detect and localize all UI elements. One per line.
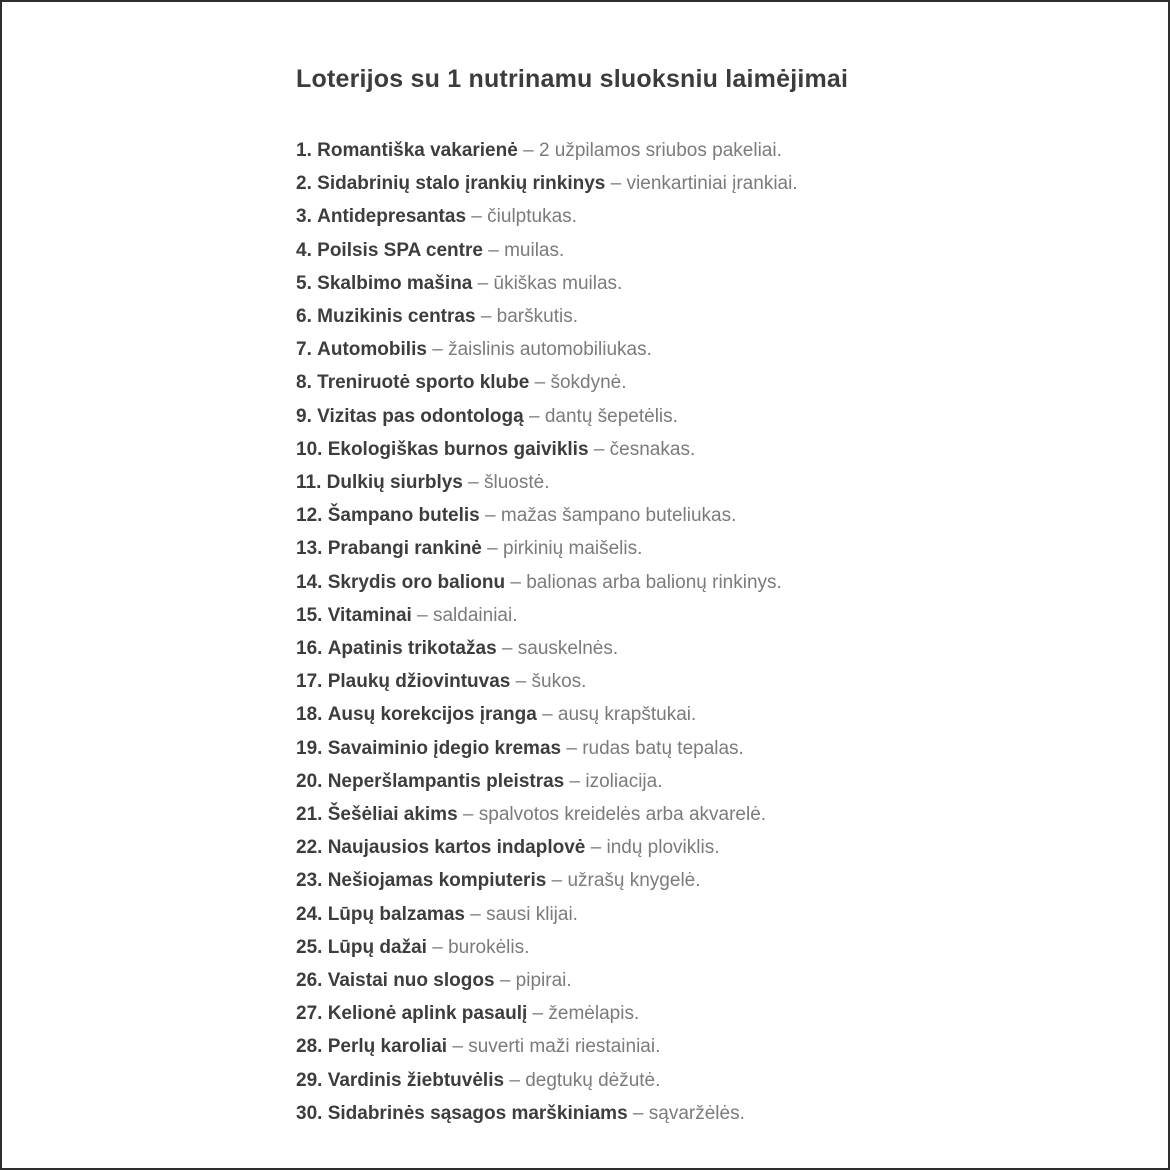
item-name: Treniruotė sporto klube [317, 372, 530, 394]
item-separator: – [534, 372, 546, 394]
item-description: 2 užpilamos sriubos pakeliai. [538, 140, 782, 161]
item-separator: – [593, 438, 605, 460]
item-number: 28. [296, 1036, 323, 1058]
page-title: Loterijos su 1 nutrinamu sluoksniu laimėjimai [296, 65, 849, 93]
item-number: 23. [296, 870, 323, 892]
item-number: 10. [296, 438, 323, 460]
item-description: barškutis. [496, 306, 578, 328]
item-name: Perlų karoliai [327, 1036, 448, 1058]
list-item [296, 1030, 1128, 1063]
item-name: Antidepresantas [317, 206, 467, 228]
item-number: 26. [296, 970, 323, 992]
list-item [296, 267, 1128, 300]
item-description: rudas batų tepalas. [582, 737, 744, 759]
item-number: 22. [296, 837, 323, 859]
item-separator: – [551, 870, 563, 892]
item-name: Savaiminio įdegio kremas [327, 737, 562, 759]
item-separator: – [515, 671, 527, 693]
item-description: mažas šampano buteliukas. [500, 505, 737, 527]
item-separator: – [509, 1069, 520, 1091]
list-item [296, 997, 1128, 1030]
item-name: Apatinis trikotažas [327, 638, 497, 660]
item-number: 29. [296, 1069, 323, 1091]
list-item [296, 599, 1128, 632]
item-description: muilas. [504, 239, 565, 261]
item-number: 21. [296, 804, 323, 826]
item-description: indų ploviklis. [606, 837, 720, 859]
item-number: 15. [296, 604, 323, 626]
item-name: Vizitas pas odontologą [317, 405, 524, 427]
list-item [296, 400, 1128, 433]
item-separator: – [528, 405, 540, 427]
item-name: Neperšlampantis pleistras [327, 770, 565, 792]
item-separator: – [462, 804, 474, 826]
list-item [296, 167, 1128, 200]
list-item [296, 632, 1128, 665]
list-item [296, 698, 1128, 731]
item-number: 24. [296, 903, 323, 925]
list-item [296, 200, 1128, 233]
list-item [296, 366, 1128, 399]
list-item [296, 665, 1128, 698]
item-name: Prabangi rankinė [327, 538, 482, 560]
item-number: 1. [296, 140, 312, 161]
item-number: 7. [296, 339, 312, 361]
item-description: dantų šepetėlis. [544, 405, 678, 427]
item-description: pipirai. [515, 970, 572, 992]
item-number: 11. [296, 472, 322, 494]
item-name: Kelionė aplink pasaulį [327, 1003, 528, 1025]
list-item [296, 466, 1128, 499]
item-description: burokėlis. [448, 936, 530, 958]
item-description: šluostė. [484, 472, 550, 494]
item-separator: – [477, 272, 489, 294]
item-name: Vardinis žiebtuvėlis [327, 1069, 505, 1091]
list-item [296, 134, 1128, 167]
list-item [296, 864, 1128, 897]
list-item [296, 433, 1128, 466]
item-number: 6. [296, 306, 312, 328]
item-separator: – [487, 538, 498, 560]
item-description: sausi klijai. [486, 903, 578, 925]
item-description: čiulptukas. [487, 206, 577, 228]
list-item [296, 1097, 1128, 1130]
item-description: ūkiškas muilas. [493, 272, 623, 294]
item-description: žemėlapis. [548, 1003, 640, 1025]
item-name: Skalbimo mašina [317, 272, 473, 294]
item-separator: – [510, 571, 521, 593]
item-description: saldainiai. [432, 604, 518, 626]
item-name: Poilsis SPA centre [317, 239, 483, 261]
item-name: Vitaminai [327, 604, 412, 626]
item-separator: – [542, 704, 553, 726]
item-separator: – [452, 1036, 463, 1058]
item-number: 30. [296, 1102, 323, 1124]
list-item [296, 1064, 1128, 1097]
item-number: 3. [296, 206, 312, 228]
list-item [296, 566, 1128, 599]
item-name: Šešėliai akims [327, 804, 458, 826]
item-number: 19. [296, 737, 323, 759]
list-item [296, 964, 1128, 997]
item-description: balionas arba balionų rinkinys. [526, 571, 782, 593]
item-name: Muzikinis centras [317, 306, 476, 328]
item-separator: – [532, 1003, 544, 1025]
item-separator: – [432, 339, 443, 361]
item-description: šukos. [531, 671, 587, 693]
item-number: 13. [296, 538, 323, 560]
item-separator: – [485, 505, 496, 527]
item-name: Ausų korekcijos įranga [327, 704, 537, 726]
item-separator: – [468, 472, 479, 494]
list-item [296, 898, 1128, 931]
item-number: 17. [296, 671, 323, 693]
item-description: izoliacija. [585, 770, 663, 792]
item-description: ausų krapštukai. [557, 704, 697, 726]
item-name: Sidabrinių stalo įrankių rinkinys [317, 173, 606, 195]
item-description: šokdynė. [550, 372, 627, 394]
item-separator: – [610, 173, 622, 195]
item-number: 18. [296, 704, 323, 726]
list-item [296, 499, 1128, 532]
list-item [296, 798, 1128, 831]
item-number: 27. [296, 1003, 323, 1025]
item-description: vienkartiniai įrankiai. [626, 173, 798, 195]
list-item [296, 532, 1128, 565]
list-item [296, 931, 1128, 964]
item-name: Šampano butelis [327, 505, 480, 527]
item-name: Romantiška vakarienė [317, 140, 518, 161]
item-name: Naujausios kartos indaplovė [327, 837, 586, 859]
item-separator: – [566, 737, 577, 759]
item-description: sauskelnės. [517, 638, 619, 660]
item-separator: – [417, 604, 428, 626]
list-item [296, 831, 1128, 864]
list-item [296, 765, 1128, 798]
item-name: Skrydis oro balionu [327, 571, 506, 593]
item-separator: – [471, 206, 482, 228]
item-name: Automobilis [317, 339, 427, 361]
item-separator: – [501, 638, 513, 660]
item-separator: – [488, 239, 499, 261]
item-number: 12. [296, 505, 323, 527]
item-number: 20. [296, 770, 323, 792]
item-name: Lūpų dažai [327, 936, 427, 958]
list-item [296, 234, 1128, 267]
item-description: sąvaržėlės. [648, 1102, 745, 1124]
item-separator: – [569, 770, 581, 792]
item-number: 14. [296, 571, 323, 593]
item-name: Plaukų džiovintuvas [327, 671, 511, 693]
item-number: 16. [296, 638, 323, 660]
item-description: žaislinis automobiliukas. [448, 339, 652, 361]
item-description: užrašų knygelė. [567, 870, 701, 892]
item-number: 9. [296, 405, 312, 427]
item-separator: – [590, 837, 602, 859]
page-content [296, 2, 1128, 1130]
item-name: Vaistai nuo slogos [327, 970, 495, 992]
item-number: 25. [296, 936, 323, 958]
prize-list [296, 134, 1128, 1130]
list-item [296, 732, 1128, 765]
item-number: 8. [296, 372, 312, 394]
item-description: česnakas. [609, 438, 696, 460]
item-separator: – [432, 936, 443, 958]
item-number: 4. [296, 239, 312, 261]
item-separator: – [523, 140, 534, 161]
item-separator: – [470, 903, 481, 925]
item-name: Sidabrinės sąsagos marškiniams [327, 1102, 628, 1124]
item-separator: – [480, 306, 492, 328]
list-item [296, 333, 1128, 366]
item-name: Dulkių siurblys [326, 472, 463, 494]
item-separator: – [632, 1102, 644, 1124]
item-number: 2. [296, 173, 312, 195]
item-separator: – [499, 970, 511, 992]
item-name: Ekologiškas burnos gaiviklis [327, 438, 589, 460]
item-description: pirkinių maišelis. [503, 538, 643, 560]
item-description: suverti maži riestainiai. [468, 1036, 661, 1058]
item-number: 5. [296, 272, 312, 294]
item-name: Nešiojamas kompiuteris [327, 870, 547, 892]
list-item [296, 300, 1128, 333]
item-name: Lūpų balzamas [327, 903, 465, 925]
item-description: degtukų dėžutė. [525, 1069, 661, 1091]
item-description: spalvotos kreidelės arba akvarelė. [478, 804, 767, 826]
